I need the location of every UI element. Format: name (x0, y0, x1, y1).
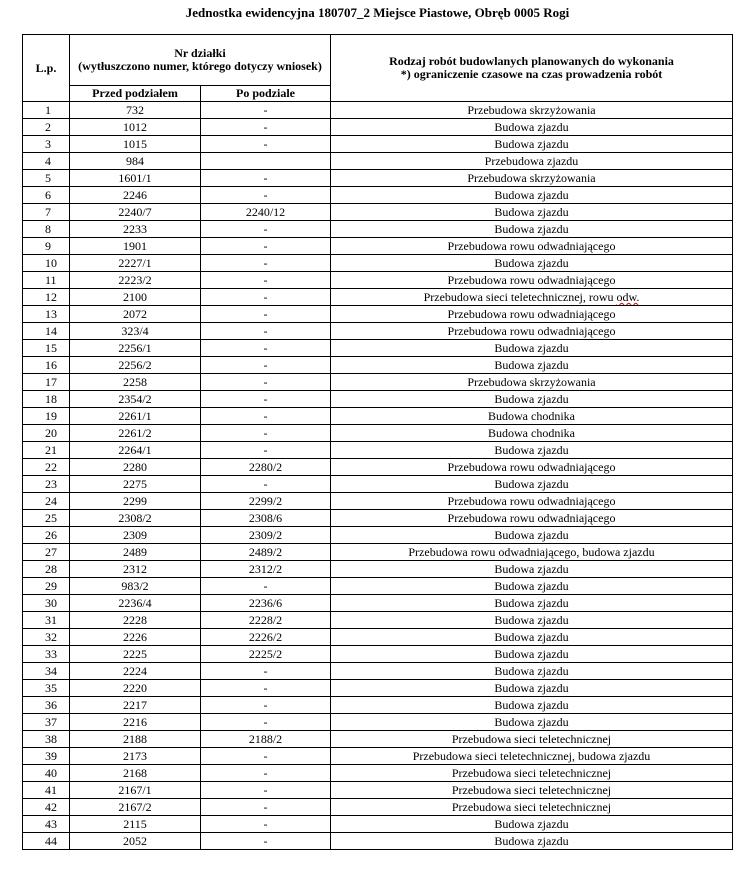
row-before-cell: 2275 (70, 476, 201, 493)
row-lp-cell: 21 (23, 442, 70, 459)
row-before-cell: 2264/1 (70, 442, 201, 459)
row-before-cell: 2226 (70, 629, 201, 646)
row-lp-cell: 32 (23, 629, 70, 646)
row-after-cell: - (201, 697, 331, 714)
table-row (23, 731, 733, 748)
document-title: Jednostka ewidencyjna 180707_2 Miejsce Piastowe, Obręb 0005 Rogi (185, 5, 570, 20)
row-works-cell: Budowa chodnika (331, 408, 733, 425)
row-lp-cell: 35 (23, 680, 70, 697)
row-works-cell: Przebudowa rowu odwadniającego, budowa zjazdu (331, 544, 733, 561)
table-row (23, 238, 733, 255)
row-works-cell: Budowa zjazdu (331, 561, 733, 578)
row-lp-cell: 27 (23, 544, 70, 561)
row-works-cell: Przebudowa zjazdu (331, 153, 733, 170)
row-after-cell: - (201, 340, 331, 357)
row-lp-cell: 19 (23, 408, 70, 425)
row-before-cell: 2173 (70, 748, 201, 765)
row-lp-cell: 6 (23, 187, 70, 204)
header-parcel-number (70, 35, 331, 86)
table-row (23, 527, 733, 544)
row-before-cell: 2256/2 (70, 357, 201, 374)
row-after-cell: 2188/2 (201, 731, 331, 748)
row-after-cell: 2489/2 (201, 544, 331, 561)
row-after-cell: - (201, 272, 331, 289)
row-before-cell: 2309 (70, 527, 201, 544)
row-before-cell: 2100 (70, 289, 201, 306)
row-works-cell: Budowa zjazdu (331, 391, 733, 408)
row-after-cell: 2299/2 (201, 493, 331, 510)
row-lp-cell: 5 (23, 170, 70, 187)
row-before-cell: 2308/2 (70, 510, 201, 527)
table-row (23, 442, 733, 459)
row-after-cell: 2280/2 (201, 459, 331, 476)
row-lp-cell: 36 (23, 697, 70, 714)
row-after-cell: - (201, 187, 331, 204)
row-before-cell: 1601/1 (70, 170, 201, 187)
table-row (23, 374, 733, 391)
row-works-cell: Przebudowa sieci teletechnicznej (331, 782, 733, 799)
row-after-cell: - (201, 357, 331, 374)
row-before-cell: 323/4 (70, 323, 201, 340)
row-works-cell: Budowa zjazdu (331, 697, 733, 714)
row-before-cell: 2280 (70, 459, 201, 476)
row-after-cell (201, 153, 331, 170)
row-lp-cell: 31 (23, 612, 70, 629)
row-after-cell: - (201, 663, 331, 680)
table-row (23, 102, 733, 119)
row-works-cell: Budowa zjazdu (331, 221, 733, 238)
row-before-cell: 1901 (70, 238, 201, 255)
header-parcel-line2: (wytłuszczono numer, którego dotyczy wniosek) (78, 59, 322, 73)
row-before-cell: 2168 (70, 765, 201, 782)
row-works-cell: Budowa zjazdu (331, 663, 733, 680)
row-lp-cell: 17 (23, 374, 70, 391)
row-works-cell: Budowa zjazdu (331, 612, 733, 629)
row-before-cell: 2246 (70, 187, 201, 204)
row-lp-cell: 25 (23, 510, 70, 527)
row-before-cell: 2256/1 (70, 340, 201, 357)
row-works-cell: Budowa zjazdu (331, 578, 733, 595)
table-row (23, 510, 733, 527)
table-row (23, 493, 733, 510)
table-row (23, 136, 733, 153)
row-works-cell: Budowa zjazdu (331, 204, 733, 221)
row-lp-cell: 20 (23, 425, 70, 442)
row-after-cell: 2236/6 (201, 595, 331, 612)
row-lp-cell: 2 (23, 119, 70, 136)
row-lp-cell: 13 (23, 306, 70, 323)
row-after-cell: 2226/2 (201, 629, 331, 646)
row-before-cell: 2220 (70, 680, 201, 697)
row-lp-cell: 26 (23, 527, 70, 544)
row-works-cell: Budowa zjazdu (331, 646, 733, 663)
row-lp-cell: 28 (23, 561, 70, 578)
row-works-cell: Budowa zjazdu (331, 442, 733, 459)
table-row (23, 697, 733, 714)
row-before-cell: 2261/2 (70, 425, 201, 442)
table-row (23, 391, 733, 408)
row-works-cell: Przebudowa skrzyżowania (331, 374, 733, 391)
row-before-cell: 2261/1 (70, 408, 201, 425)
table-row (23, 476, 733, 493)
row-works-cell: Przebudowa skrzyżowania (331, 102, 733, 119)
row-lp-cell: 10 (23, 255, 70, 272)
row-works-cell: Budowa zjazdu (331, 340, 733, 357)
header-after-division: Po podziale (201, 86, 331, 102)
table-row (23, 306, 733, 323)
row-works-cell: Budowa zjazdu (331, 119, 733, 136)
row-works-cell: Budowa zjazdu (331, 680, 733, 697)
header-parcel-line1: Nr działki (174, 46, 226, 60)
row-works-cell: Przebudowa sieci teletechnicznej, rowu odw. (331, 289, 733, 306)
row-works-cell: Przebudowa sieci teletechnicznej (331, 765, 733, 782)
table-row (23, 357, 733, 374)
row-before-cell: 2228 (70, 612, 201, 629)
row-after-cell: - (201, 680, 331, 697)
row-lp-cell: 42 (23, 799, 70, 816)
row-after-cell: - (201, 748, 331, 765)
row-works-cell: Przebudowa sieci teletechnicznej (331, 731, 733, 748)
row-lp-cell: 18 (23, 391, 70, 408)
table-row (23, 646, 733, 663)
row-lp-cell: 8 (23, 221, 70, 238)
row-after-cell: 2309/2 (201, 527, 331, 544)
row-works-cell: Budowa zjazdu (331, 629, 733, 646)
row-before-cell: 2312 (70, 561, 201, 578)
row-lp-cell: 37 (23, 714, 70, 731)
row-works-cell: Przebudowa rowu odwadniającego (331, 493, 733, 510)
row-works-cell: Przebudowa skrzyżowania (331, 170, 733, 187)
table-row (23, 187, 733, 204)
table-row (23, 578, 733, 595)
row-lp-cell: 24 (23, 493, 70, 510)
row-after-cell: - (201, 119, 331, 136)
row-after-cell: - (201, 323, 331, 340)
row-before-cell: 1012 (70, 119, 201, 136)
table-row (23, 170, 733, 187)
row-lp-cell: 40 (23, 765, 70, 782)
table-row (23, 612, 733, 629)
row-after-cell: 2240/12 (201, 204, 331, 221)
row-lp-cell: 7 (23, 204, 70, 221)
row-lp-cell: 38 (23, 731, 70, 748)
row-after-cell: - (201, 799, 331, 816)
table-row (23, 544, 733, 561)
row-works-cell: Przebudowa sieci teletechnicznej, budowa zjazdu (331, 748, 733, 765)
row-before-cell: 2489 (70, 544, 201, 561)
row-after-cell: - (201, 476, 331, 493)
row-works-cell: Przebudowa rowu odwadniającego (331, 306, 733, 323)
row-lp-cell: 3 (23, 136, 70, 153)
row-after-cell: - (201, 578, 331, 595)
header-works-type (331, 35, 733, 102)
row-works-cell: Przebudowa rowu odwadniającego (331, 238, 733, 255)
table-row (23, 561, 733, 578)
table-row (23, 782, 733, 799)
row-after-cell: - (201, 391, 331, 408)
table-row (23, 340, 733, 357)
spellcheck-marked-word: odw. (616, 290, 640, 304)
row-after-cell: 2228/2 (201, 612, 331, 629)
table-row (23, 119, 733, 136)
row-lp-cell: 39 (23, 748, 70, 765)
row-after-cell: - (201, 765, 331, 782)
header-lp: L.p. (23, 35, 70, 102)
row-before-cell: 2240/7 (70, 204, 201, 221)
table-row (23, 680, 733, 697)
row-lp-cell: 44 (23, 833, 70, 850)
row-before-cell: 2354/2 (70, 391, 201, 408)
row-after-cell: - (201, 238, 331, 255)
row-before-cell: 2217 (70, 697, 201, 714)
row-works-cell: Przebudowa sieci teletechnicznej (331, 799, 733, 816)
row-after-cell: - (201, 306, 331, 323)
table-body (23, 102, 733, 850)
table-row (23, 289, 733, 306)
row-before-cell: 2216 (70, 714, 201, 731)
row-works-cell: Budowa zjazdu (331, 595, 733, 612)
table-row (23, 153, 733, 170)
row-lp-cell: 22 (23, 459, 70, 476)
table-row (23, 816, 733, 833)
header-works-line1: Rodzaj robót budowlanych planowanych do wykonania (389, 54, 674, 68)
row-works-cell: Budowa chodnika (331, 425, 733, 442)
row-lp-cell: 30 (23, 595, 70, 612)
row-lp-cell: 11 (23, 272, 70, 289)
row-before-cell: 2225 (70, 646, 201, 663)
table-row (23, 408, 733, 425)
row-before-cell: 2233 (70, 221, 201, 238)
row-after-cell: - (201, 714, 331, 731)
table-row (23, 629, 733, 646)
table-row (23, 272, 733, 289)
row-before-cell: 732 (70, 102, 201, 119)
row-lp-cell: 15 (23, 340, 70, 357)
row-after-cell: - (201, 136, 331, 153)
row-before-cell: 2072 (70, 306, 201, 323)
table-row (23, 714, 733, 731)
row-before-cell: 2227/1 (70, 255, 201, 272)
table-row (23, 425, 733, 442)
row-works-cell: Budowa zjazdu (331, 357, 733, 374)
row-works-cell: Budowa zjazdu (331, 476, 733, 493)
row-after-cell: - (201, 442, 331, 459)
row-lp-cell: 34 (23, 663, 70, 680)
header-works-line2: *) ograniczenie czasowe na czas prowadzenia robót (400, 67, 663, 81)
row-after-cell: - (201, 816, 331, 833)
row-after-cell: 2312/2 (201, 561, 331, 578)
row-lp-cell: 33 (23, 646, 70, 663)
table-row (23, 255, 733, 272)
row-after-cell: - (201, 408, 331, 425)
row-before-cell: 984 (70, 153, 201, 170)
row-works-cell: Przebudowa rowu odwadniającego (331, 459, 733, 476)
row-works-cell: Budowa zjazdu (331, 255, 733, 272)
row-before-cell: 2115 (70, 816, 201, 833)
row-lp-cell: 29 (23, 578, 70, 595)
row-before-cell: 983/2 (70, 578, 201, 595)
header-before-division: Przed podziałem (70, 86, 201, 102)
row-lp-cell: 14 (23, 323, 70, 340)
table-row (23, 459, 733, 476)
row-after-cell: - (201, 289, 331, 306)
row-lp-cell: 9 (23, 238, 70, 255)
row-before-cell: 2224 (70, 663, 201, 680)
table-row (23, 799, 733, 816)
row-after-cell: - (201, 255, 331, 272)
table-row (23, 833, 733, 850)
table-row (23, 595, 733, 612)
table-row (23, 765, 733, 782)
parcel-table (22, 34, 733, 850)
row-after-cell: - (201, 374, 331, 391)
row-works-cell: Przebudowa rowu odwadniającego (331, 272, 733, 289)
row-before-cell: 2167/1 (70, 782, 201, 799)
row-before-cell: 2299 (70, 493, 201, 510)
table-row (23, 663, 733, 680)
row-lp-cell: 43 (23, 816, 70, 833)
row-after-cell: - (201, 782, 331, 799)
row-before-cell: 2167/2 (70, 799, 201, 816)
row-lp-cell: 1 (23, 102, 70, 119)
row-works-cell: Przebudowa rowu odwadniającego (331, 323, 733, 340)
row-lp-cell: 12 (23, 289, 70, 306)
row-after-cell: - (201, 425, 331, 442)
table-row (23, 221, 733, 238)
row-works-cell: Budowa zjazdu (331, 833, 733, 850)
row-after-cell: - (201, 221, 331, 238)
row-before-cell: 2258 (70, 374, 201, 391)
row-lp-cell: 4 (23, 153, 70, 170)
table-row (23, 204, 733, 221)
row-lp-cell: 16 (23, 357, 70, 374)
row-works-cell: Budowa zjazdu (331, 527, 733, 544)
row-after-cell: 2225/2 (201, 646, 331, 663)
table-row (23, 748, 733, 765)
row-after-cell: - (201, 170, 331, 187)
row-after-cell: - (201, 833, 331, 850)
row-before-cell: 2188 (70, 731, 201, 748)
row-lp-cell: 23 (23, 476, 70, 493)
row-after-cell: - (201, 102, 331, 119)
row-works-cell: Budowa zjazdu (331, 136, 733, 153)
row-works-cell: Budowa zjazdu (331, 714, 733, 731)
row-lp-cell: 41 (23, 782, 70, 799)
row-works-cell: Budowa zjazdu (331, 816, 733, 833)
row-works-cell: Budowa zjazdu (331, 187, 733, 204)
row-before-cell: 2223/2 (70, 272, 201, 289)
row-before-cell: 1015 (70, 136, 201, 153)
row-before-cell: 2236/4 (70, 595, 201, 612)
row-works-cell: Przebudowa rowu odwadniającego (331, 510, 733, 527)
table-row (23, 323, 733, 340)
row-before-cell: 2052 (70, 833, 201, 850)
row-after-cell: 2308/6 (201, 510, 331, 527)
